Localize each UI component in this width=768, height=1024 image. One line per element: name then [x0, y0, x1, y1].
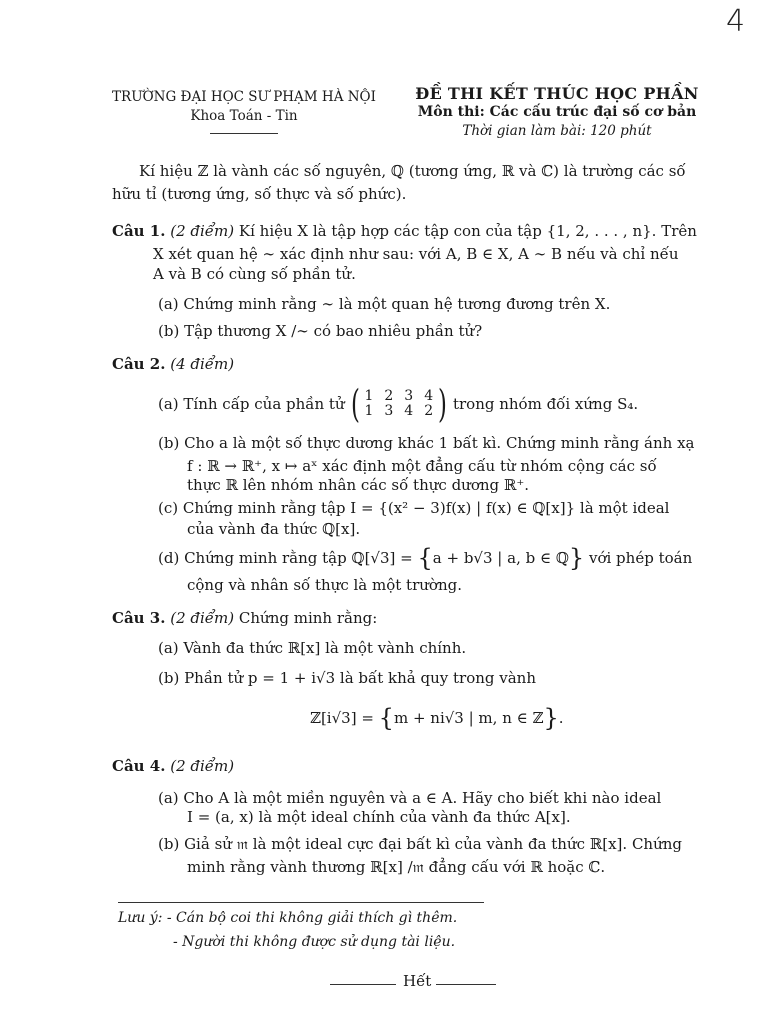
q2-b-line-3: thực ℝ lên nhóm nhân các số thực dương ℝ⁺. [187, 476, 530, 494]
right-brace: } [568, 544, 585, 572]
faculty-name: Khoa Toán - Tin [190, 108, 298, 124]
matrix-cell: 2 [424, 403, 434, 419]
q3-part-b: (b) Phần tử p = 1 + i√3 là bất khả quy trong vành [158, 669, 536, 687]
q3-formula-set: m + ni√3 | m, n ∈ ℤ [393, 709, 544, 727]
q1-part-b: (b) Tập thương X /∼ có bao nhiêu phần tử? [158, 322, 483, 340]
left-brace: { [417, 544, 433, 572]
end-label: Hết [403, 972, 432, 990]
university-name: TRƯỜNG ĐẠI HỌC SƯ PHẠM HÀ NỘI [112, 89, 376, 105]
q3-formula-lhs: ℤ[i√3] = [310, 709, 374, 727]
q2-points: (4 điểm) [170, 355, 235, 373]
exam-subject: Môn thi: Các cấu trúc đại số cơ bản [417, 104, 697, 120]
q4-a-line-1: (a) Cho A là một miền nguyên và a ∈ A. Hãy cho biết khi nào ideal [158, 789, 662, 807]
q1-points: (2 điểm) [170, 222, 235, 240]
q3-intro: Chứng minh rằng: [238, 609, 378, 627]
q1-text-1: Kí hiệu X là tập hợp các tập con của tập {1, 2, . . . , n}. Trên [238, 222, 697, 240]
q2-d-line-1 [158, 544, 693, 572]
matrix-top-row [362, 389, 435, 404]
notes-divider [118, 902, 484, 903]
matrix-left-paren: ( [350, 382, 360, 426]
page-number: 4 [726, 4, 746, 39]
q4-b-line-1: (b) Giả sử 𝔪 là một ideal cực đại bất kì của vành đa thức ℝ[x]. Chứng [158, 835, 683, 853]
q1-heading [112, 220, 697, 243]
q4-label: Câu 4. [112, 757, 166, 775]
header-left-rule [210, 133, 278, 134]
left-brace: { [378, 704, 394, 732]
matrix-right-paren: ) [438, 382, 448, 426]
permutation-matrix [348, 382, 450, 426]
q2-d-pre: (d) Chứng minh rằng tập ℚ[√3] = [158, 549, 413, 567]
q4-b-line-2: minh rằng vành thương ℝ[x] /𝔪 đẳng cấu với ℝ hoặc ℂ. [187, 858, 606, 876]
q4-a-line-2: I = (a, x) là một ideal chính của vành đa thức A[x]. [187, 808, 571, 826]
note-line-2: - Người thi không được sử dụng tài liệu. [173, 934, 456, 950]
exam-duration: Thời gian làm bài: 120 phút [462, 123, 652, 139]
q2-d-set: a + b√3 | a, b ∈ ℚ [432, 549, 569, 567]
q2-c-line-2: của vành đa thức ℚ[x]. [187, 520, 361, 538]
q1-label: Câu 1. [112, 222, 166, 240]
q2-b-line-1: (b) Cho a là một số thực dương khác 1 bất kì. Chứng minh rằng ánh xạ [158, 434, 695, 452]
q3-formula: ℤ[i√3] = {m + ni√3 | m, n ∈ ℤ}. [310, 704, 564, 732]
intro-line-2: hữu tỉ (tương ứng, số thực và số phức). [112, 185, 407, 203]
q2-d-post: với phép toán [588, 549, 693, 567]
q4-points: (2 điểm) [170, 757, 235, 775]
q1-part-a: (a) Chứng minh rằng ∼ là một quan hệ tương đương trên X. [158, 295, 611, 313]
q3-label: Câu 3. [112, 609, 166, 627]
exam-title: ĐỀ THI KẾT THÚC HỌC PHẦN [415, 84, 699, 103]
matrix-cell: 3 [384, 403, 394, 419]
q1-text-3: A và B có cùng số phần tử. [153, 265, 356, 283]
matrix-cell: 4 [424, 388, 434, 404]
matrix-bottom-row [362, 404, 435, 419]
q2-d-line-2: cộng và nhân số thực là một trường. [187, 576, 462, 594]
q3-heading [112, 607, 377, 630]
matrix-cell: 2 [384, 388, 394, 404]
q2-a-pre: (a) Tính cấp của phần tử [158, 394, 345, 413]
q3-part-a: (a) Vành đa thức ℝ[x] là một vành chính. [158, 639, 467, 657]
end-rule-right [436, 984, 496, 985]
matrix-cell: 1 [364, 403, 374, 419]
matrix-cell: 3 [404, 388, 414, 404]
note-line-1: Lưu ý: - Cán bộ coi thi không giải thích gì thêm. [118, 910, 458, 926]
intro-line-1: Kí hiệu ℤ là vành các số nguyên, ℚ (tương ứng, ℝ và ℂ) là trường các số [139, 162, 686, 180]
header-left [100, 88, 388, 134]
q2-label: Câu 2. [112, 355, 166, 373]
right-brace: } [543, 704, 559, 732]
q3-points: (2 điểm) [170, 609, 235, 627]
q4-heading [112, 755, 234, 778]
header-right [392, 84, 722, 141]
matrix-rows [362, 389, 435, 419]
matrix-cell: 4 [404, 403, 414, 419]
q2-part-a [158, 382, 639, 426]
end-rule-left [330, 984, 396, 985]
q2-b-line-2: f : ℝ → ℝ⁺, x ↦ aˣ xác định một đẳng cấu từ nhóm cộng các số [187, 457, 657, 475]
matrix-cell: 1 [364, 388, 374, 404]
q2-c-line-1: (c) Chứng minh rằng tập I = {(x² − 3)f(x) | f(x) ∈ ℚ[x]} là một ideal [158, 499, 670, 517]
q2-a-post: trong nhóm đối xứng S₄. [452, 394, 639, 413]
q1-text-2: X xét quan hệ ∼ xác định như sau: với A, B ∈ X, A ∼ B nếu và chỉ nếu [153, 245, 679, 263]
q2-heading [112, 353, 234, 376]
